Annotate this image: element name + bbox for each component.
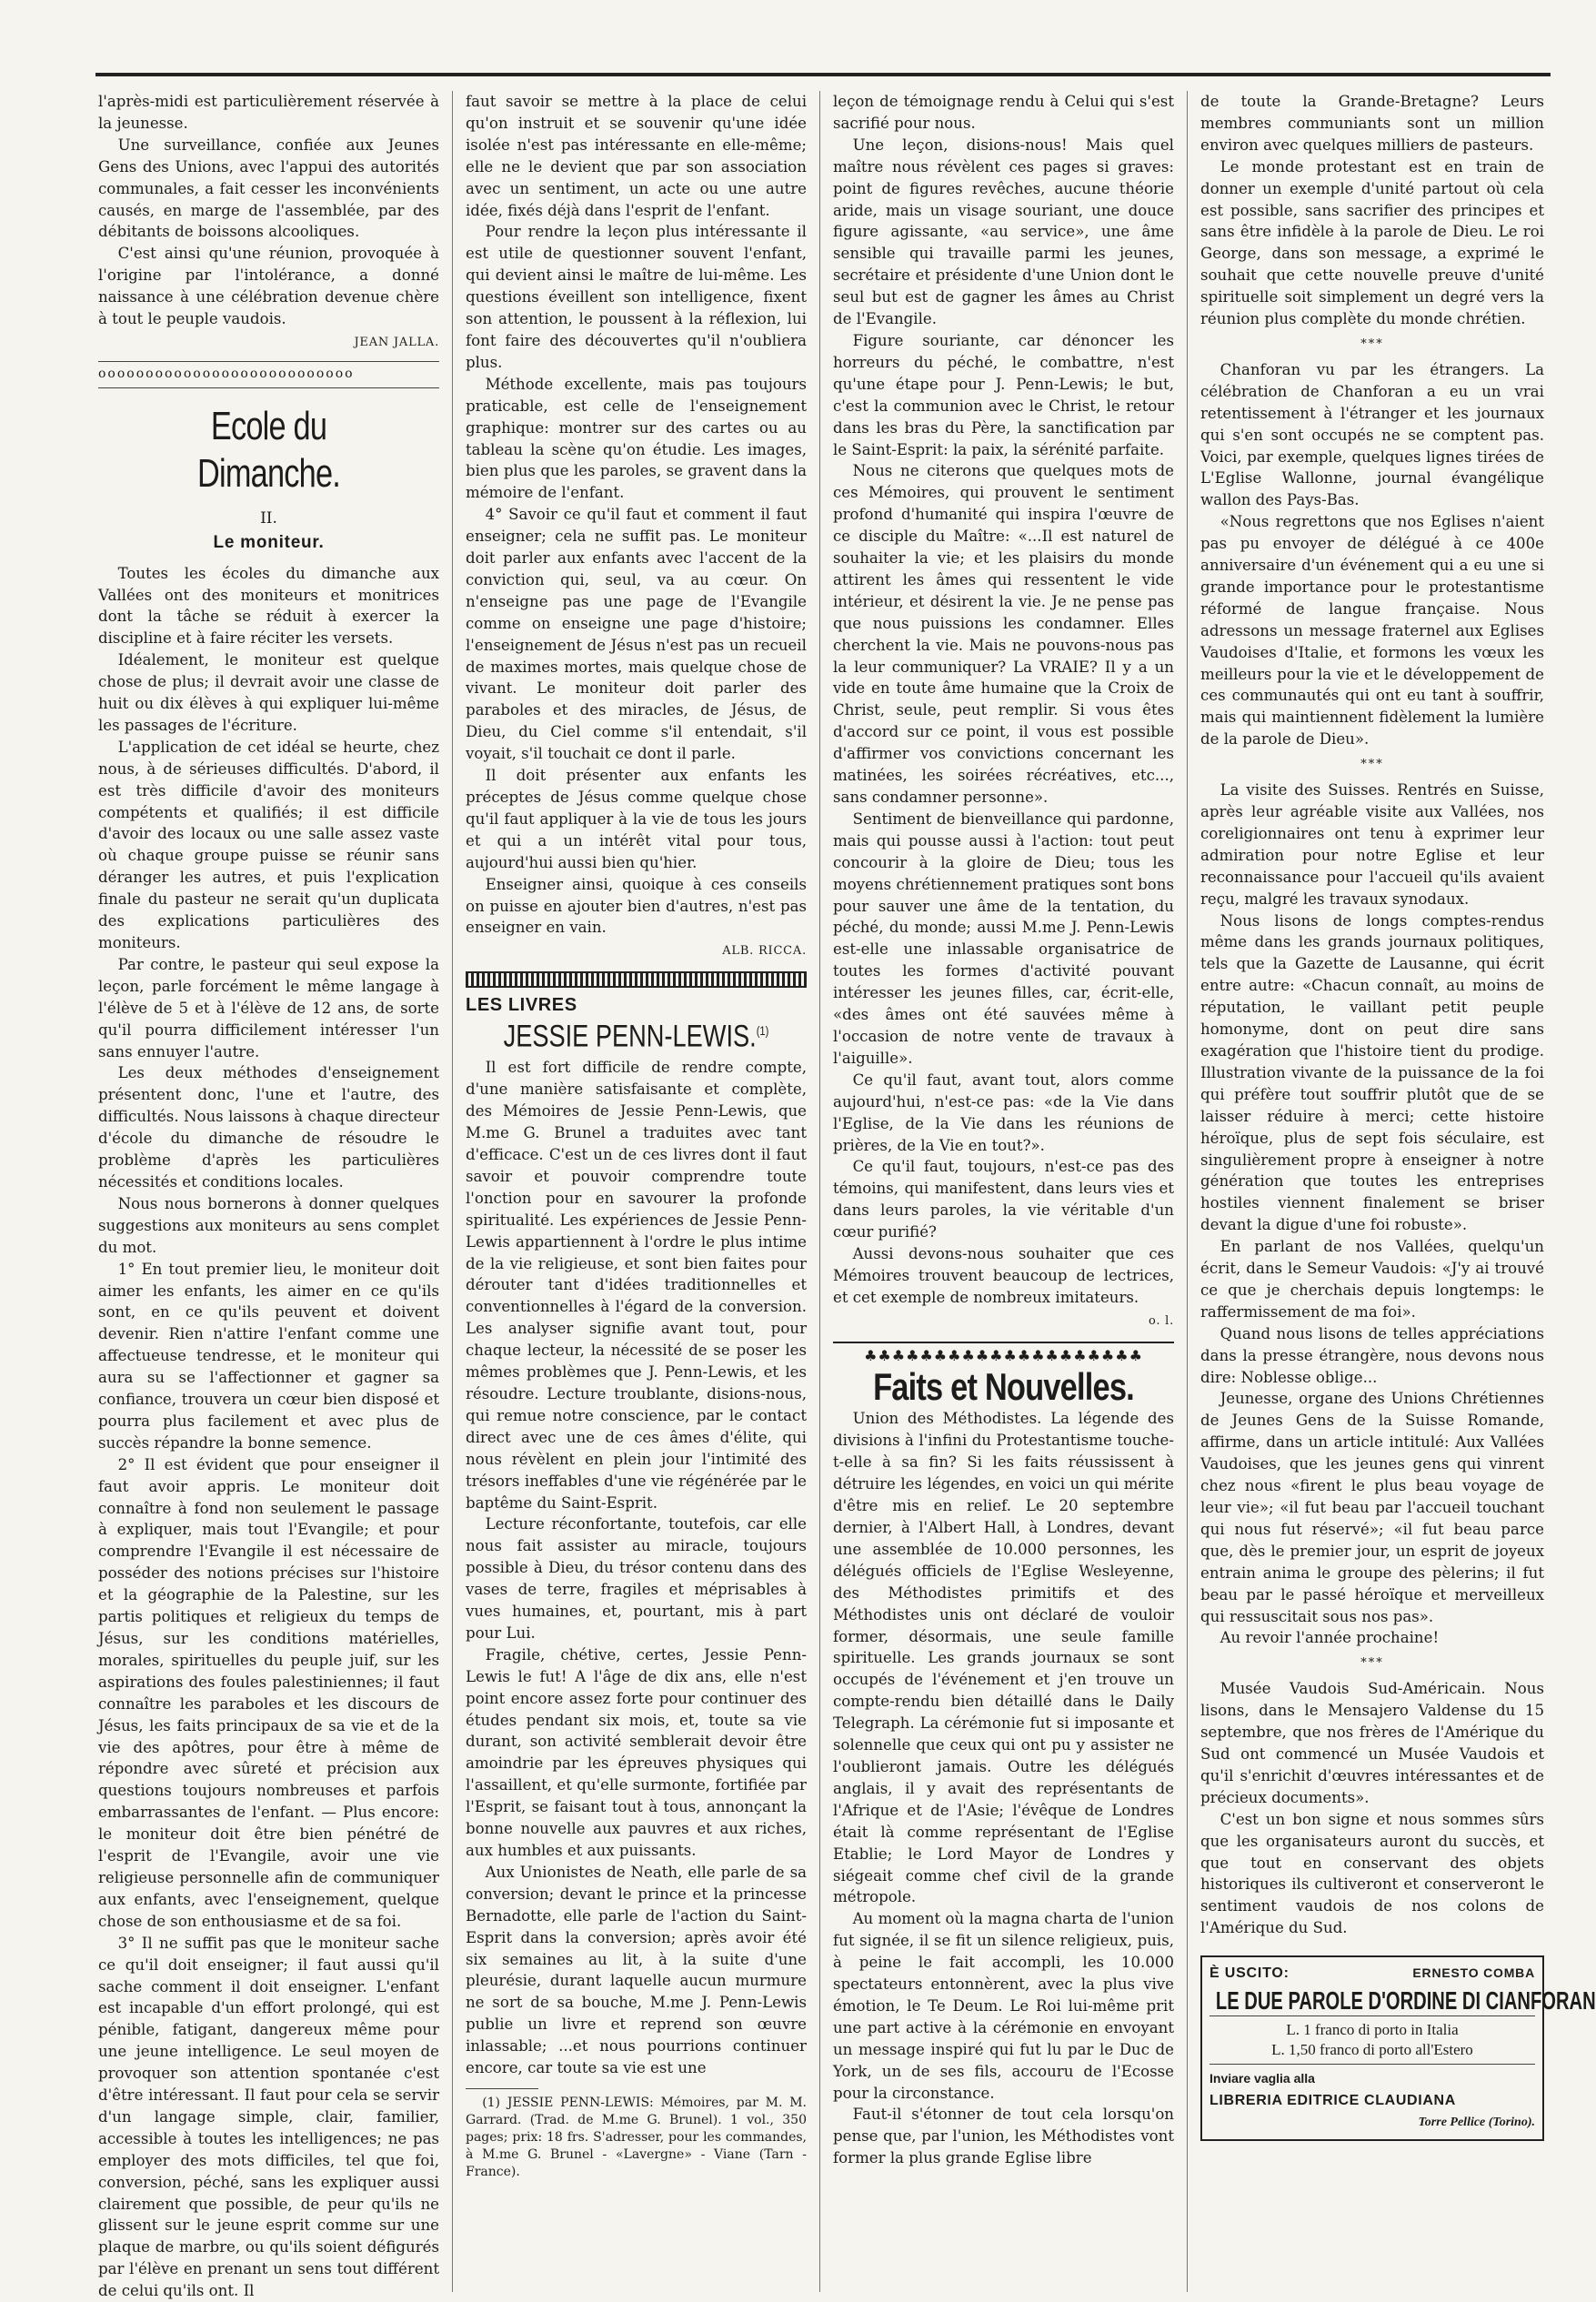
paragraph: faut savoir se mettre à la place de celui qu'on instruit et se souvenir qu'une idée isolée n'est pas intéressante en elle-même; elle ne le devient que par son association avec un sentiment, un acte ou une autre idée, fixés déjà dans l'esprit de l'enfant. [466,93,807,219]
paragraph: Aussi devons-nous souhaiter que ces Mémoires trouvent beaucoup de lectrices, et cet exemple de nombreux imitateurs. [833,1245,1174,1306]
article-title-text: JESSIE PENN-LEWIS. [503,1019,757,1054]
paragraph: Nous lisons de longs comptes-rendus même dans les grands journaux politiques, tels que la Gazette de Lausanne, qui écrit entre autre: «Chacun connaît, au moins de réputation, le vaillant petit peuple homonyme, dont on peut dire sans exagération que l'histoire tient du prodige. Illustration vivante de la puissance de la foi qui préfère tout souffrir plutôt que de se laisser réduire à merci; cette histoire héroïque, plus de sept fois séculaire, est singulièrement propre à enseigner à notre génération que toutes les entreprises hostiles viennent finalement se briser devant la digue d'une foi robuste». [1200,911,1544,1234]
paragraph: Sentiment de bienveillance qui pardonne, mais qui pousse aussi à l'action: tout peut concourir à la gloire de Dieu; tous les moyens chrétiennement pratiques sont bons pour sauver une âme de la tentation, du péché, du monde; aussi M.me J. Penn-Lewis est-elle une inlassable organisatrice de toutes les formes d'activité pouvant intéresser les jeunes filles, car, écrit-elle, «des âmes ont été sauvées même à l'occasion de notre vente de travaux à l'aiguille». [833,809,1174,1067]
paragraph: Fragile, chétive, certes, Jessie Penn-Lewis le fut! A l'âge de dix ans, elle n'est point encore assez forte pour continuer des études pendant six mois, et, toute sa vie durant, son activité semblerait devoir être amoindrie par les épreuves physiques qui l'assaillent, et qu'elle surmonte, fortifiée par l'Esprit, se faisant tout à tous, annonçant la bonne nouvelle aux pauvres et aux riches, aux humbles et aux puissants. [466,1645,807,1860]
paragraph: Il est fort difficile de rendre compte, d'une manière satisfaisante et complète, des Mémoires de Jessie Penn-Lewis, que M.me G. Brunel a traduites avec tant d'efficace. C'est un de ces livres dont il faut savoir et pouvoir comprendre toute l'onction pour en savourer la profonde spiritualité. Les expériences de Jessie Penn-Lewis appartiennent à l'ordre le plus intime de la vie religieuse, et sont bien faites pour dérouter tant d'idées traditionnelles et conventionnelles à l'égard de la conversion. Les analyser signifie avant tout, pour chaque lecteur, la nécessité de se poser les mêmes problèmes que J. Penn-Lewis, et les résoudre. Lecture troublante, disions-nous, qui remue notre conscience, par le contact direct avec une de ces âmes d'élite, qui nous révèlent en plein jour l'intimité des trésors ineffables d'une vie régénérée par le baptême du Saint-Esprit. [466,1059,807,1512]
footnote-rule [466,2088,538,2089]
paragraph: Il doit présenter aux enfants les préceptes de Jésus comme quelque chose qu'il faut appliquer à la vie de tous les jours et qui a un intérêt vital pour tous, aujourd'hui aussi bien qu'hier. [466,767,807,871]
section-label-livres: LES LIVRES [466,995,577,1016]
ad-book-title: LE DUE PAROLE D'ORDINE DI CIANFORAN [1215,1986,1596,2016]
paragraph: Méthode excellente, mais pas toujours praticable, est celle de l'enseignement graphique: montrer sur des cartes ou au tableau la scène qu'on étudie. Les images, bien plus que les paroles, se gravent dans la mémoire de l'enfant. [466,375,807,502]
paragraph: Le monde protestant est en train de donner un exemple d'unité partout où cela est possible, sans sacrifier des principes et sans être infidèle à la parole de Dieu. Le roi George, dans son message, a exprimé le souhait que cette nouvelle preuve d'unité spirituelle soit simplement un degré vers la réunion plus complète du monde chrétien. [1200,157,1544,328]
ad-prices [1210,2016,1535,2065]
section-title-faits: Faits et Nouvelles. [873,1364,1134,1408]
paragraph: Aux Unionistes de Neath, elle parle de sa conversion; devant le prince et la princesse Bernadotte, elle parle de l'action du Saint-Esprit dans la conversion; après avoir été six semaines au lit, à la suite d'une pleurésie, durant laquelle aucun murmure ne sort de sa bouche, M.me J. Penn-Lewis publie un livre et reprend son œuvre inlassable; ...et nous pourrions continuer encore, car toute sa vie est une [466,1863,807,2077]
ornament-divider: ooooooooooooooooooooooooooo [98,361,439,388]
ad-price-italy: L. 1 franco di porto in Italia [1286,2020,1459,2038]
article-title-jessie [500,1019,773,1054]
paragraph: Faut-il s'étonner de tout cela lorsqu'on pense que, par l'union, les Méthodistes vont former la plus grande Eglise libre [833,2106,1174,2167]
paragraph: Les deux méthodes d'enseignement présentent donc, l'une et l'autre, des difficultés. Nous laissons à chaque directeur d'école du dimanche de résoudre le problème d'après les particulières nécessités et conditions locales. [98,1064,439,1191]
section-number: II. [260,508,277,528]
column-2 [452,91,807,2292]
paragraph: L'application de cet idéal se heurte, chez nous, à de sérieuses difficultés. D'abord, il est très difficile d'avoir des moniteurs compétents et qualifiés; il est difficile d'avoir des locaux ou une salle assez vaste où chaque groupe puisse se réunir sans déranger les autres, et puis l'explication finale du pasteur ne serait qu'un duplicata des explications particulières des moniteurs. [98,738,439,951]
paragraph: 3° Il ne suffit pas que le moniteur sache ce qu'il doit enseigner; il faut aussi qu'il sache comment il doit enseigner. L'enfant est incapable d'un effort prolongé, qui est pénible, fatigant, dangereux même pour une jeune intelligence. Le seul moyen de provoquer son attention spontanée c'est d'être intéressant. Il faut pour cela se servir d'un langage simple, clair, familier, accessible à toutes les intelligences; ne pas employer des mots difficiles, tel que foi, conversion, péché, sans les expliquer aussi clairement que possible, de peur qu'ils ne glissent sur le jeune esprit comme sur une plaque de marbre, ou qu'ils soient défigurés par l'élève en prenant un sens tout différent de celui qu'ils ont. Il [98,1934,439,2300]
asterism: *** [1360,337,1384,351]
ad-publisher: LIBRERIA EDITRICE CLAUDIANA [1210,2092,1456,2108]
paragraph: Une surveillance, confiée aux Jeunes Gens des Unions, avec l'appui des autorités communales, a fait cesser les inconvénients causés, en marge de l'assemblée, par des débitants de boissons alcooliques. [98,136,439,241]
paragraph: leçon de témoignage rendu à Celui qui s'est sacrifié pour nous. [833,93,1174,132]
ad-send: Inviare vaglia alla [1210,2070,1315,2086]
newspaper-page [98,91,1596,2300]
advertisement-box [1200,1955,1596,2141]
footnote: (1) JESSIE PENN-LEWIS: Mémoires, par M. M. Garrard. (Trad. de M.me G. Brunel). 1 vol., 350 pages; prix: 18 frs. S'adresser, pour les commandes, à M.me G. Brunel - «Lavergne» - Viane (Tarn - France). [466,2095,807,2179]
paragraph: «Nous regrettons que nos Eglises n'aient pas pu envoyer de délégué à ce 400e anniversaire d'un événement qui a eu une si grande importance pour le protestantisme réformé de langue française. Nous adressons un message fraternel aux Eglises Vaudoises d'Italie, et formons les vœux les meilleurs pour la vie et le développement de ces communautés qui ont eu tant à souffrir, mais qui maintiennent fidèlement la lumière de la parole de Dieu». [1200,513,1544,749]
ad-author: ERNESTO COMBA [1412,1965,1535,1981]
paragraph: Ce qu'il faut, toujours, n'est-ce pas des témoins, qui manifestent, dans leurs vies et dans leurs paroles, la vie véritable d'un cœur purifié? [833,1158,1174,1241]
ad-header [1210,1963,1535,1985]
paragraph: En parlant de nos Vallées, quelqu'un écrit, dans le Semeur Vaudois: «J'y ai trouvé ce que je cherchais depuis longtemps: le raffermissement de ma foi». [1200,1238,1544,1321]
signature-jalla: JEAN JALLA. [354,335,439,349]
paragraph: Quand nous lisons de telles appréciations dans la presse étrangère, nous devons nous dire: Noblesse oblige... [1200,1324,1544,1386]
paragraph: 1° En tout premier lieu, le moniteur doit aimer les enfants, les aimer en ce qu'ils sont, en ce qu'ils peuvent et doivent devenir. Rien n'attire l'enfant comme une affectueuse tendresse, et le moniteur qui aura su se l'affectionner et gagner sa confiance, trouvera un cœur bien disposé et pourra plus facilement et avec plus de succès répandre la bonne semence. [98,1260,439,1452]
paragraph: Figure souriante, car dénoncer les horreurs du péché, le combattre, n'est qu'une étape pour J. Penn-Lewis; le but, c'est la communion avec le Christ, le retour dans les bras du Père, la sanctification par le Saint-Esprit: la paix, la sérénité parfaite. [833,331,1174,458]
ornament-band [466,971,807,988]
signature-ol: o. l. [1148,1313,1174,1328]
column-3 [819,91,1174,2292]
section-subtitle: Le moniteur. [213,532,325,552]
paragraph: Pour rendre la leçon plus intéressante il est utile de questionner souvent l'enfant, qui devient ainsi le maître de lui-même. Les questions éveillent son intelligence, fixent son attention, le poussent à la réflexion, lui font faire des découvertes qu'il n'oubliera plus. [466,223,807,371]
paragraph: La visite des Suisses. Rentrés en Suisse, après leur agréable visite aux Vallées, nos coreligionnaires ont tenu à exprimer leur admiration pour notre Eglise et leur reconnaissance pour l'accueil qu'ils avaient reçu, malgré les travaux synodaux. [1200,781,1544,908]
ad-price-abroad: L. 1,50 franco di porto all'Estero [1271,2040,1473,2058]
paragraph: Lecture réconfortante, toutefois, car elle nous fait assister au miracle, toujours possible à Dieu, du trésor contenu dans des vases de terre, fragiles et méprisables à vues humaines, et, pourtant, mis à part pour Lui. [466,1515,807,1642]
paragraph: Au revoir l'année prochaine! [1220,1629,1440,1647]
paragraph: Enseigner ainsi, quoique à ces conseils on puisse en ajouter bien d'autres, n'est pas enseigner en vain. [466,875,807,937]
paragraph: Au moment où la magna charta de l'union fut signée, il se fit un silence religieux, puis, à peine le fait accompli, les 10.000 spectateurs entonnèrent, avec la plus vive émotion, le Te Deum. Le Roi lui-même prit une part active à la cérémonie en envoyant un message inspiré qui fut lu par le Duc de York, un de ses fils, accouru de l'Ecosse pour la circonstance. [833,1910,1174,2102]
paragraph: Par contre, le pasteur qui seul expose la leçon, parle forcément le même langage à l'élève de 5 et à l'élève de 12 ans, de sorte qu'il pourra difficilement intéresser l'un sans ennuyer l'autre. [98,955,439,1061]
fleuron-border: ♣♣♣♣♣♣♣♣♣♣♣♣♣♣♣♣♣♣♣♣ [833,1342,1174,1367]
section-title-ecole: Ecole du Dimanche. [196,403,341,496]
ad-order-info [1210,2068,1535,2134]
paragraph: Une leçon, disions-nous! Mais quel maître nous révèlent ces pages si graves: point de figures revêches, aucune théorie aride, mais un visage souriant, une douce figure agissante, «au service», une âme sensible qui travaille parmi les jeunes, secrétaire et présidente d'une Union dont le seul but est de gagner les âmes au Christ de l'Evangile. [833,136,1174,328]
paragraph: Jeunesse, organe des Unions Chrétiennes de Jeunes Gens de la Suisse Romande, affirme, dans un article intitulé: Aux Vallées Vaudoises, que les jeunes gens qui vinrent chez nous «firent le plus beau voyage de leur vie»; «il fut beau par l'accueil touchant qui nous fut réservé»; «il fut beau parce que, dès le premier jour, un esprit de joyeux entrain anima le groupe des pèlerins; il fut beau par le passé héroïque et merveilleux qui ressuscitait sous nos pas». [1200,1390,1544,1625]
paragraph: Nous nous bornerons à donner quelques suggestions aux moniteurs au sens complet du mot. [98,1194,439,1256]
paragraph: C'est ainsi qu'une réunion, provoquée à l'origine par l'intolérance, a donné naissance à une célébration devenue chère à tout le peuple vaudois. [98,245,439,328]
paragraph: Idéalement, le moniteur est quelque chose de plus; il devrait avoir une classe de huit ou dix élèves à qui expliquer lui-même les passages de l'écriture. [98,651,439,734]
ad-place: Torre Pellice (Torino). [1418,2115,1535,2129]
paragraph: de toute la Grande-Bretagne? Leurs membres communiants sont un million environ avec quelques milliers de pasteurs. [1200,93,1544,154]
paragraph: 2° Il est évident que pour enseigner il faut avoir appris. Le moniteur doit connaître à fond non seulement le passage à expliquer, mais tout l'Evangile; et pour comprendre l'Evangile il est nécessaire de posséder des notions précises sur l'histoire et la géographie de la Palestine, sur les partis politiques et religieux du temps de Jésus, sur les conditions matérielles, morales, spirituelles du peuple juif, sur les aspirations des foules palestiniennes; il faut connaître les paraboles et les discours de Jésus, les faits principaux de sa vie et de la vie des apôtres, pour être à même de répondre avec sûreté et précision aux questions toujours nombreuses et parfois embarrassantes de l'enfant. — Plus encore: le moniteur doit être bien pénétré de l'esprit de l'Evangile, avoir une vie religieuse personnelle afin de communiquer aux enfants, avec l'enseignement, quelque chose de son enthousiasme et de sa foi. [98,1455,439,1930]
paragraph: l'après-midi est particulièrement réservée à la jeunesse. [98,93,439,132]
asterism: *** [1360,758,1384,772]
column-4 [1187,91,1596,2292]
paragraph: 4° Savoir ce qu'il faut et comment il faut enseigner; cela ne suffit pas. Le moniteur doit parler aux enfants avec l'accent de la conviction qui, seul, va au cœur. On n'enseigne pas une page de l'Evangile comme on enseigne une page d'histoire; l'enseignement de Jésus n'est pas un recueil de maximes mortes, mais quelque chose de vivant. Le moniteur doit parler des paraboles et des miracles, de Jésus, de Dieu, du Ciel comme s'il entendait, s'il voyait, s'il touchait ce dont il parle. [466,506,807,763]
asterism: *** [1360,1656,1384,1671]
paragraph: Ce qu'il faut, avant tout, alors comme aujourd'hui, n'est-ce pas: «de la Vie dans l'Eglise, de la Vie dans les réunions de prières, de la Vie en tout?». [833,1071,1174,1154]
paragraph: Musée Vaudois Sud-Américain. Nous lisons, dans le Mensajero Valdense du 15 septembre, que nos frères de l'Amérique du Sud ont commencé un Musée Vaudois et qu'il s'enrichit d'œuvres intéressantes et de précieux documents». [1200,1680,1544,1806]
paragraph: Chanforan vu par les étrangers. La célébration de Chanforan a eu un vrai retentissement à l'étranger et les journaux qui s'en sont occupés ne se comptent pas. Voici, par exemple, quelques lignes tirées de L'Eglise Wallonne, journal évangélique wallon des Pays-Bas. [1200,360,1544,509]
top-rule [95,73,1551,76]
paragraph: Toutes les écoles du dimanche aux Vallées ont des moniteurs et monitrices dont la tâche se réduit à exercer la discipline et à faire réciter les versets. [98,564,439,648]
ad-e-uscito: È USCITO: [1210,1965,1290,1982]
paragraph: C'est un bon signe et nous sommes sûrs que les organisateurs auront du succès, et que tout en conservant des objets historiques ils cultiveront et conserveront le sentiment vaudois de nos colons de l'Amérique du Sud. [1200,1810,1544,1937]
column-1 [98,91,439,2300]
footnote-marker: (1) [756,1023,769,1039]
paragraph: Union des Méthodistes. La légende des divisions à l'infini du Protestantisme touche-t-elle à sa fin? Si les faits réussissent à détruire les légendes, en voici un qui mérite d'être mis en relief. Le 20 septembre dernier, à l'Albert Hall, à Londres, devant une assemblée de 10.000 personnes, les délégués officiels de l'Eglise Wesleyenne, des Méthodistes primitifs et des Méthodistes unis ont déclaré de vouloir former, désormais, une seule famille spirituelle. Les grands journaux se sont occupés de l'événement et j'en trouve un compte-rendu bien détaillé dans le Daily Telegraph. La cérémonie fut si imposante et solennelle que ceux qui ont pu y assister ne l'oublieront jamais. Outre les délégués anglais, il y avait des représentants de l'Afrique et de l'Asie; l'évêque de Londres était là comme représentant de l'Eglise Etablie; le Lord Mayor de Londres y siégeait comme chef civil de la grande métropole. [833,1410,1174,1906]
signature-ricca: ALB. RICCA. [722,944,807,959]
paragraph: Nous ne citerons que quelques mots de ces Mémoires, qui prouvent le sentiment profond d'humanité qui inspira l'œuvre de ce disciple du Maître: «...Il est naturel de souhaiter la vie; et les plaisirs du monde attirent les âmes qui ressentent le vide intérieur, et désirent la vie. Je ne pense pas que nous puissions les condamner. Elles cherchent la vie. Mais ne pouvons-nous pas la leur communiquer? La VRAIE? Il y a un vide en toute âme humaine que la Croix de Christ, seule, peut remplir. Si vous êtes d'accord sur ce point, il vous est possible d'affirmer vos convictions concernant les matinées, les soirées récréatives, etc..., sans condamner personne». [833,462,1174,806]
